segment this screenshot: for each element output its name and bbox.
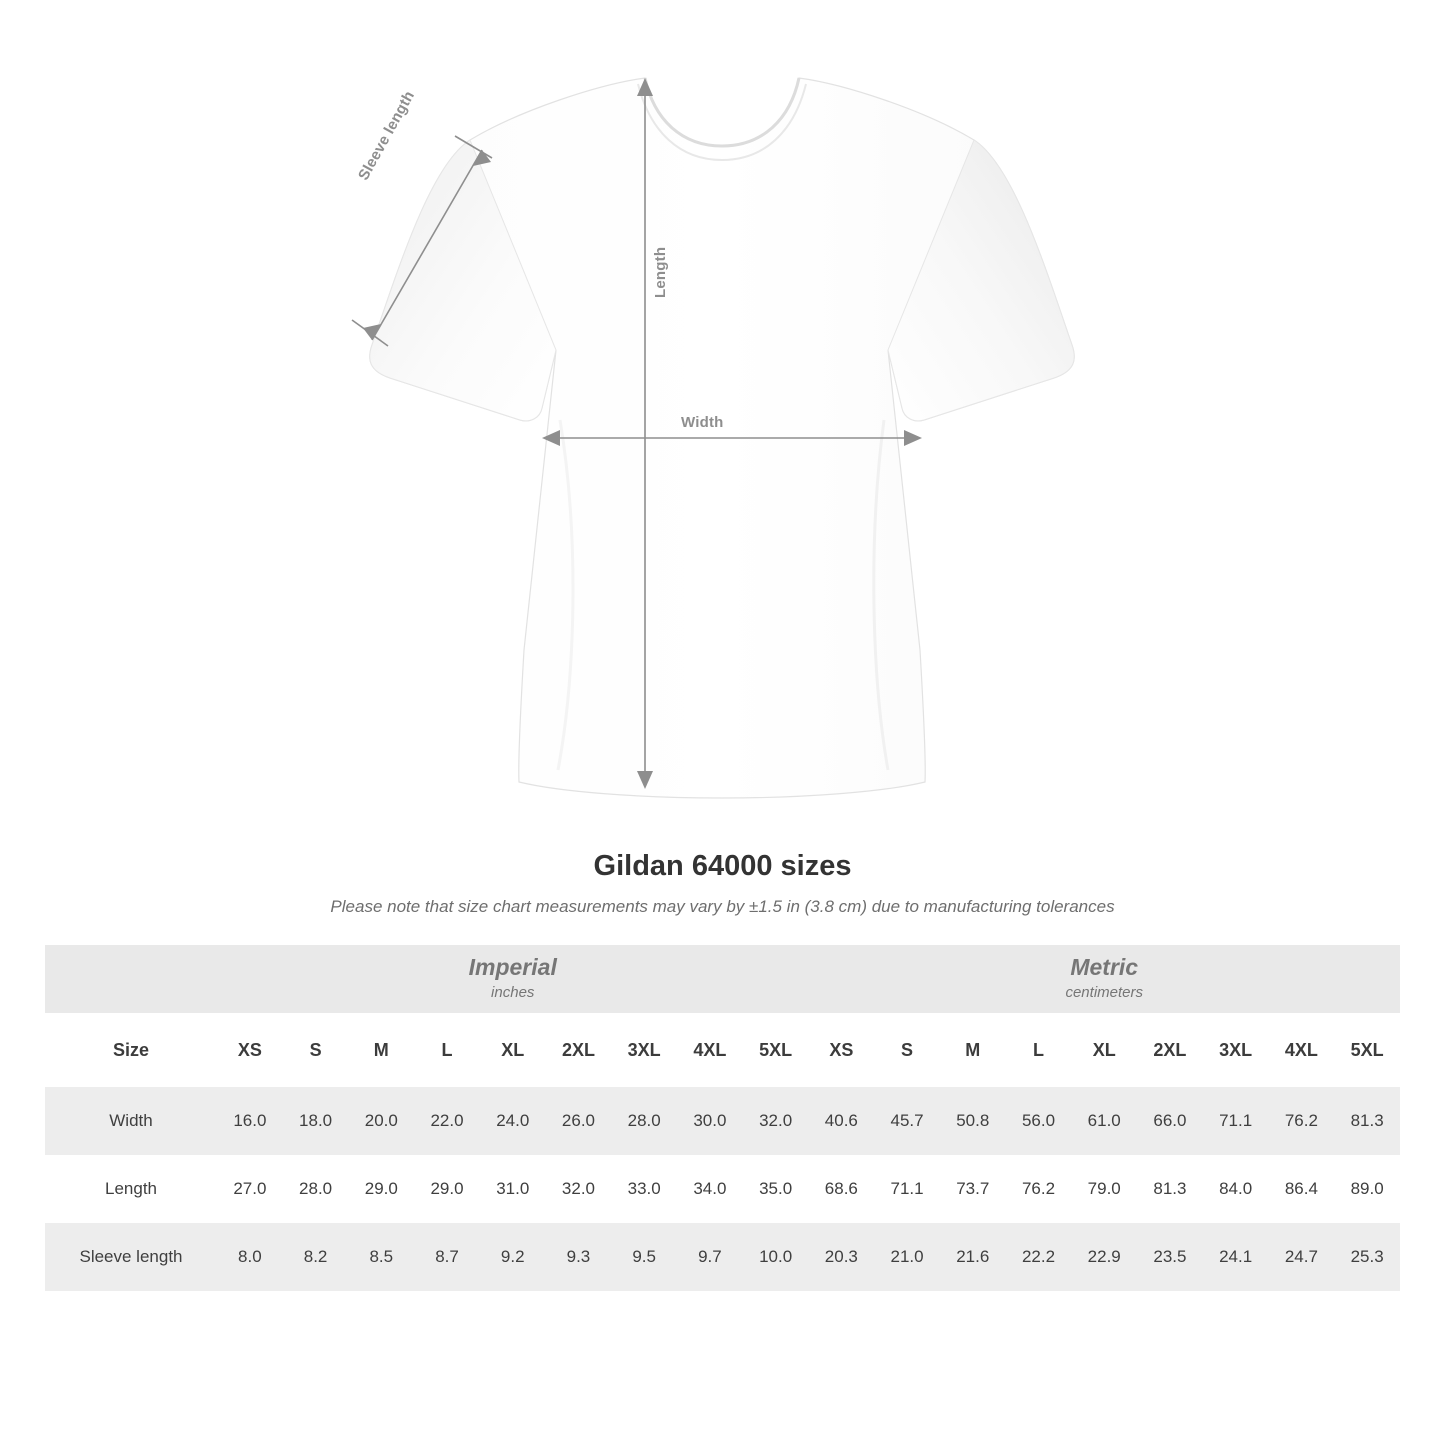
sleeve-length-label: Sleeve length: [355, 88, 419, 184]
table-size-header-row: [45, 1013, 1400, 1087]
sleeve-value-4: 9.2: [480, 1223, 546, 1291]
sleeve-value-16: 24.7: [1269, 1223, 1335, 1291]
width-value-15: 71.1: [1203, 1087, 1269, 1155]
size-header-12: L: [1006, 1013, 1072, 1087]
width-label: Width: [681, 414, 724, 431]
sleeve-value-9: 20.3: [808, 1223, 874, 1291]
unit-sub-metric: centimeters: [1065, 984, 1143, 1002]
size-header-15: 3XL: [1203, 1013, 1269, 1087]
length-value-12: 76.2: [1006, 1155, 1072, 1223]
width-value-8: 32.0: [743, 1087, 809, 1155]
length-value-8: 35.0: [743, 1155, 809, 1223]
length-value-15: 84.0: [1203, 1155, 1269, 1223]
sleeve-value-6: 9.5: [611, 1223, 677, 1291]
size-header-13: XL: [1071, 1013, 1137, 1087]
size-header-16: 4XL: [1269, 1013, 1335, 1087]
length-value-13: 79.0: [1071, 1155, 1137, 1223]
length-value-2: 29.0: [348, 1155, 414, 1223]
width-value-11: 50.8: [940, 1087, 1006, 1155]
size-header-10: S: [874, 1013, 940, 1087]
width-value-12: 56.0: [1006, 1087, 1072, 1155]
width-value-16: 76.2: [1269, 1087, 1335, 1155]
sleeve-value-14: 23.5: [1137, 1223, 1203, 1291]
size-chart-table-wrap: [45, 945, 1400, 1291]
sleeve-value-8: 10.0: [743, 1223, 809, 1291]
sleeve-value-10: 21.0: [874, 1223, 940, 1291]
sleeve-value-7: 9.7: [677, 1223, 743, 1291]
size-header-14: 2XL: [1137, 1013, 1203, 1087]
unit-name-metric: Metric: [1070, 953, 1139, 980]
title-block: [0, 850, 1445, 917]
length-value-7: 34.0: [677, 1155, 743, 1223]
length-value-11: 73.7: [940, 1155, 1006, 1223]
size-header-5: 2XL: [546, 1013, 612, 1087]
size-header-11: M: [940, 1013, 1006, 1087]
sleeve-value-11: 21.6: [940, 1223, 1006, 1291]
row-label-width: Width: [45, 1087, 217, 1155]
table-row-width: [45, 1087, 1400, 1155]
width-value-10: 45.7: [874, 1087, 940, 1155]
sleeve-value-17: 25.3: [1334, 1223, 1400, 1291]
width-value-6: 28.0: [611, 1087, 677, 1155]
width-value-13: 61.0: [1071, 1087, 1137, 1155]
size-header-3: L: [414, 1013, 480, 1087]
width-value-4: 24.0: [480, 1087, 546, 1155]
size-chart-table: [45, 945, 1400, 1291]
unit-header-metric: [808, 945, 1400, 1013]
width-value-2: 20.0: [348, 1087, 414, 1155]
size-header-0: XS: [217, 1013, 283, 1087]
size-header-8: 5XL: [743, 1013, 809, 1087]
width-value-1: 18.0: [283, 1087, 349, 1155]
length-value-10: 71.1: [874, 1155, 940, 1223]
size-header-6: 3XL: [611, 1013, 677, 1087]
width-value-5: 26.0: [546, 1087, 612, 1155]
size-header-1: S: [283, 1013, 349, 1087]
row-label-header: Size: [45, 1013, 217, 1087]
length-value-0: 27.0: [217, 1155, 283, 1223]
unit-header-imperial: [217, 945, 808, 1013]
unit-name-imperial: Imperial: [468, 953, 557, 980]
table-row-sleeve-length: [45, 1223, 1400, 1291]
width-value-14: 66.0: [1137, 1087, 1203, 1155]
size-header-9: XS: [808, 1013, 874, 1087]
size-header-4: XL: [480, 1013, 546, 1087]
sleeve-value-2: 8.5: [348, 1223, 414, 1291]
sleeve-value-15: 24.1: [1203, 1223, 1269, 1291]
sleeve-value-0: 8.0: [217, 1223, 283, 1291]
table-row-length: [45, 1155, 1400, 1223]
length-value-1: 28.0: [283, 1155, 349, 1223]
width-value-9: 40.6: [808, 1087, 874, 1155]
unit-header-spacer: [45, 945, 217, 1013]
row-label-sleeve-length: Sleeve length: [45, 1223, 217, 1291]
width-value-17: 81.3: [1334, 1087, 1400, 1155]
length-value-16: 86.4: [1269, 1155, 1335, 1223]
width-arrow-right: [904, 430, 922, 446]
length-value-5: 32.0: [546, 1155, 612, 1223]
width-value-0: 16.0: [217, 1087, 283, 1155]
table-unit-header-row: [45, 945, 1400, 1013]
width-value-3: 22.0: [414, 1087, 480, 1155]
sleeve-value-1: 8.2: [283, 1223, 349, 1291]
tolerance-note: Please note that size chart measurements may vary by ±1.5 in (3.8 cm) due to manufacturing tolerances: [330, 897, 1115, 916]
length-value-4: 31.0: [480, 1155, 546, 1223]
page-title: Gildan 64000 sizes: [593, 850, 852, 882]
sleeve-value-5: 9.3: [546, 1223, 612, 1291]
sleeve-value-13: 22.9: [1071, 1223, 1137, 1291]
sleeve-value-12: 22.2: [1006, 1223, 1072, 1291]
length-value-6: 33.0: [611, 1155, 677, 1223]
width-value-7: 30.0: [677, 1087, 743, 1155]
row-label-length: Length: [45, 1155, 217, 1223]
size-header-17: 5XL: [1334, 1013, 1400, 1087]
length-value-14: 81.3: [1137, 1155, 1203, 1223]
length-value-17: 89.0: [1334, 1155, 1400, 1223]
length-label: Length: [652, 246, 669, 298]
sleeve-value-3: 8.7: [414, 1223, 480, 1291]
unit-sub-imperial: inches: [491, 984, 535, 1002]
length-value-9: 68.6: [808, 1155, 874, 1223]
size-header-7: 4XL: [677, 1013, 743, 1087]
size-header-2: M: [348, 1013, 414, 1087]
length-value-3: 29.0: [414, 1155, 480, 1223]
